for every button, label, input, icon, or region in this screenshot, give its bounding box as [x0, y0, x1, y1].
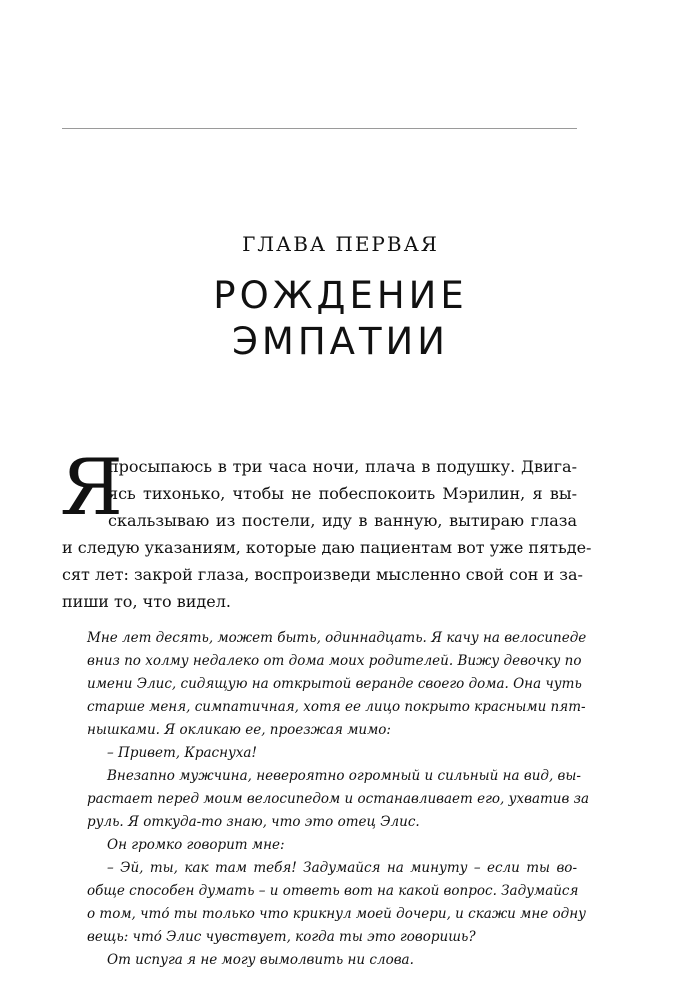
dream-line: – Эй, ты, как там тебя! Задумайся на минуту – если ты во-: [107, 860, 577, 876]
dream-line: От испуга я не могу вымолвить ни слова.: [107, 952, 414, 968]
body-line: ясь тихонько, чтобы не побеспокоить Мэрилин, я вы-: [108, 484, 577, 503]
dream-line: – Привет, Краснуха!: [107, 745, 257, 761]
body-line: и следую указаниям, которые даю пациентам вот уже пятьде-: [62, 538, 592, 557]
chapter-label: ГЛАВА ПЕРВАЯ: [242, 232, 439, 256]
dream-line: старше меня, симпатичная, хотя ее лицо покрыто красными пят-: [87, 699, 586, 715]
dream-line: Внезапно мужчина, невероятно огромный и сильный на вид, вы-: [107, 768, 581, 784]
body-line: сят лет: закрой глаза, воспроизведи мысленно свой сон и за-: [62, 565, 583, 584]
chapter-title-line-1: РОЖДЕНИЕ: [213, 274, 468, 317]
body-line: скальзываю из постели, иду в ванную, вытираю глаза: [108, 511, 577, 530]
body-line: пиши то, что видел.: [62, 592, 231, 611]
dream-line: нышками. Я окликаю ее, проезжая мимо:: [87, 722, 391, 738]
dream-line: Он громко говорит мне:: [107, 837, 285, 853]
drop-cap: Я: [60, 443, 123, 533]
body-line: просыпаюсь в три часа ночи, плача в подушку. Двига-: [108, 457, 577, 476]
dream-line: вещь: что́ Элис чувствует, когда ты это говоришь?: [87, 929, 476, 945]
dream-line: Мне лет десять, может быть, одиннадцать. Я качу на велосипеде: [87, 630, 587, 646]
dream-line: вниз по холму недалеко от дома моих родителей. Вижу девочку по: [87, 653, 582, 669]
dream-line: имени Элис, сидящую на открытой веранде своего дома. Она чуть: [87, 676, 582, 692]
dream-line: о том, что́ ты только что крикнул моей дочери, и скажи мне одну: [87, 906, 586, 922]
dream-line: растает перед моим велосипедом и останавливает его, ухватив за: [87, 791, 590, 807]
dream-line: обще способен думать – и ответь вот на какой вопрос. Задумайся: [87, 883, 579, 899]
header-rule: [62, 128, 577, 129]
dream-line: руль. Я откуда-то знаю, что это отец Элис.: [87, 814, 420, 830]
chapter-title-line-2: ЭМПАТИИ: [232, 320, 449, 363]
